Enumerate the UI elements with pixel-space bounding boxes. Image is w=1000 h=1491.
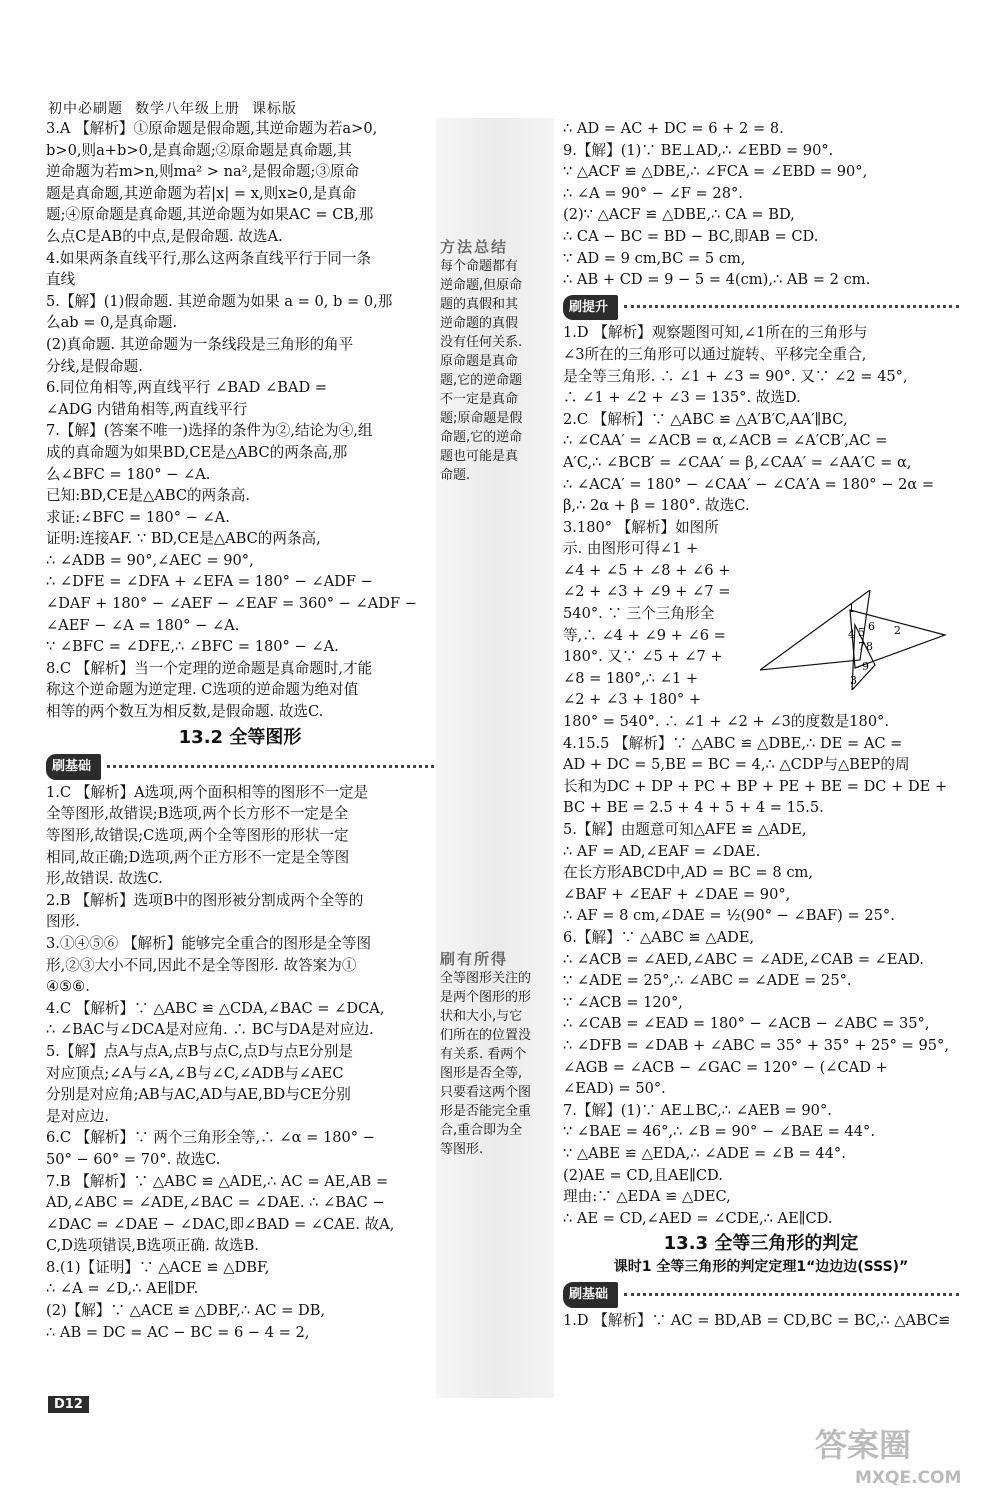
- improve-badge-row: [563, 291, 959, 323]
- answer-line: 题是真命题,其逆命题为若|x| = x,则x≥0,是真命: [46, 184, 357, 202]
- answer-line: 5.【解】(1)假命题. 其逆命题为如果 a = 0, b = 0,那: [46, 292, 393, 310]
- answer-line: ∴ AE = CD,∠AED = ∠CDE,∴ AE∥CD.: [563, 1209, 833, 1227]
- side-note-line: 题的真假和其: [440, 297, 519, 312]
- answer-line: 已知:BD,CE是△ABC的两条高.: [46, 487, 250, 505]
- answer-line: 7.【解】(答案不唯一)选择的条件为②,结论为④,组: [46, 422, 373, 440]
- answer-line: 对应顶点;∠A与∠A,∠B与∠C,∠ADB与∠AEC: [46, 1064, 344, 1082]
- answer-line: 180°. 又∵ ∠5 + ∠7 +: [563, 648, 723, 666]
- answer-line: 等图形,故错误;C选项,两个全等图形的形状一定: [46, 827, 349, 844]
- answer-line: 逆命题为若m>n,则ma² > na²,是假命题;③原命: [46, 163, 360, 181]
- answer-line: 示. 由图形可得∠1 +: [563, 540, 699, 558]
- answer-line: ∴ ∠CAB = ∠EAD = 180° − ∠ACB − ∠ABC = 35°,: [563, 1015, 930, 1033]
- answer-line: 称这个逆命题为逆定理. C选项的逆命题为绝对值: [46, 681, 359, 699]
- section-title-13-3: 13.3 全等三角形的判定: [663, 1233, 859, 1255]
- answer-line: 图形.: [46, 913, 80, 931]
- answer-line: 6.同位角相等,两直线平行 ∠BAD ∠BAD =: [46, 379, 328, 397]
- fig-label: 1: [848, 602, 855, 615]
- answer-line: 题;④原命题是真命题,其逆命题为如果AC = CB,那: [46, 206, 374, 224]
- answer-line: 3.①④⑤⑥ 【解析】能够完全重合的图形是全等图: [46, 934, 372, 952]
- answer-line: BC + BE = 2.5 + 4 + 5 + 4 = 15.5.: [563, 799, 824, 817]
- fig-label: 6: [868, 620, 875, 633]
- answer-line: β,∴ 2α + β = 180°. 故选C.: [563, 497, 750, 515]
- book-series: 初中必刷题: [48, 101, 123, 117]
- answer-line: ∴ ∠DFB = ∠DAB + ∠ABC = 35° + 35° + 25° = 95°,: [563, 1036, 949, 1054]
- answer-line: ∠EAD) = 50°.: [563, 1080, 666, 1098]
- answer-line: ∠ADG 内错角相等,两直线平行: [46, 400, 248, 418]
- answer-line: ∴ ∠1 + ∠2 + ∠3 = 135°. 故选D.: [563, 389, 801, 407]
- basic-badge-row-2: [563, 1278, 959, 1310]
- answer-line: 2.C 【解析】∵ △ABC ≌ △A′B′C,AA′∥BC,: [563, 410, 848, 428]
- side-note-line: 命题.: [440, 468, 471, 483]
- answer-line: 等,∴ ∠4 + ∠9 + ∠6 =: [563, 626, 726, 644]
- answer-line: 7.B 【解析】∵ △ABC ≌ △ADE,∴ AC = AE,AB =: [46, 1172, 389, 1190]
- answer-line: 理由:∵ △EDA ≌ △DEC,: [563, 1188, 731, 1206]
- answer-line: ∠DAC = ∠DAE − ∠DAC,即∠BAD = ∠CAE. 故A,: [46, 1215, 395, 1233]
- answer-line: (2)真命题. 其逆命题为一条线段是三角形的角平: [46, 335, 354, 353]
- answer-line: 分线,是假命题.: [46, 357, 143, 375]
- answer-line: ∴ CA − BC = BD − BC,即AB = CD.: [563, 227, 819, 245]
- answer-line: 分别是对应角;AB与AC,AD与AE,BD与CE分别: [46, 1086, 351, 1104]
- side-note-line: 每个命题都有: [440, 259, 519, 274]
- answer-line: 全等图形,故错误;B选项,两个长方形不一定是全: [46, 805, 349, 823]
- answer-line: ∠2 + ∠3 + ∠9 + ∠7 =: [563, 583, 731, 601]
- book-edition: 课标版: [252, 101, 297, 117]
- answer-line: 3.A 【解析】①原命题是假命题,其逆命题为若a>0,: [46, 120, 378, 137]
- answer-line: ∴ AF = AD,∠EAF = ∠DAE.: [563, 842, 761, 860]
- answer-line: ∠BAF + ∠EAF + ∠DAE = 90°,: [563, 885, 791, 903]
- fig-label: 5: [858, 626, 865, 639]
- side-note-method: [440, 238, 552, 485]
- answer-line: 4.如果两条直线平行,那么这两条直线平行于同一条: [46, 249, 372, 267]
- answer-line: 么点C是AB的中点,是假命题. 故选A.: [46, 227, 283, 245]
- answer-line: ∴ ∠A = 90° − ∠F = 28°.: [563, 184, 743, 202]
- answer-line: 形,②③大小不同,因此不是全等图形. 故答案为①: [46, 956, 357, 974]
- section-title-13-2: 13.2 全等图形: [178, 726, 302, 748]
- answer-line: 9.【解】(1)∵ BE⊥AD,∴ ∠EBD = 90°.: [563, 141, 834, 159]
- left-column: [46, 118, 434, 1343]
- fig-label: 8: [866, 640, 873, 653]
- side-note-line: 全等图形关注的: [440, 971, 532, 986]
- answer-line: AD + DC = 5,BE = BC = 4,∴ △CDP与△BEP的周: [563, 756, 910, 774]
- fig-label: 9: [862, 660, 869, 673]
- answer-line: 6.C 【解析】∵ 两个三角形全等,∴ ∠α = 180° −: [46, 1129, 375, 1147]
- watermark-url: MXQE.COM: [855, 1468, 962, 1488]
- answer-line: 2.B 【解析】选项B中的图形被分割成两个全等的: [46, 891, 364, 909]
- answer-line: (2)【解】∵ △ACE ≌ △DBF,∴ AC = DB,: [46, 1302, 326, 1320]
- answer-line: ∴ AB = DC = AC − BC = 6 − 4 = 2,: [46, 1323, 310, 1341]
- side-note-line: 只要看这两个图: [440, 1085, 532, 1100]
- answer-line: 求证:∠BFC = 180° − ∠A.: [46, 508, 230, 526]
- answer-line: 5.【解】由题意可知△AFE ≌ △ADE,: [563, 821, 807, 838]
- answer-line: 形,故错误. 故选C.: [46, 870, 163, 888]
- answer-line: ∴ ∠DFE = ∠DFA + ∠EFA = 180° − ∠ADF −: [46, 573, 373, 591]
- answer-line: (2)∵ △ACF ≌ △DBE,∴ CA = BD,: [563, 206, 795, 224]
- watermark-logo: 答案圈: [815, 1426, 912, 1464]
- side-note-title: 方法总结: [440, 238, 509, 256]
- answer-line: ∵ AD = 9 cm,BC = 5 cm,: [563, 249, 746, 267]
- answer-line: ∠2 + ∠3 + 180° +: [563, 691, 702, 709]
- answer-line: 180° = 540°. ∴ ∠1 + ∠2 + ∠3的度数是180°.: [563, 713, 890, 731]
- answer-line: 在长方形ABCD中,AD = BC = 8 cm,: [563, 864, 813, 882]
- answer-line: ∴ AF = 8 cm,∠DAE = ½(90° − ∠BAF) = 25°.: [563, 907, 895, 925]
- basic-badge-row: [46, 750, 434, 782]
- answer-line: 8.C 【解析】当一个定理的逆命题是真命题时,才能: [46, 659, 373, 677]
- side-note-line: 题也可能是真: [440, 449, 519, 464]
- answer-line: ∵ ∠BAE = 46°,∴ ∠B = 90° − ∠BAE = 44°.: [563, 1123, 875, 1141]
- side-note-line: 逆命题,但原命: [440, 278, 523, 293]
- badge-basic: 刷基础: [46, 754, 101, 780]
- answer-line: ∠AGB = ∠ACB − ∠GAC = 120° − (∠CAD +: [563, 1058, 888, 1076]
- answer-line: ∵ △ACF ≌ △DBE,∴ ∠FCA = ∠EBD = 90°,: [563, 163, 868, 181]
- answer-line: ∵ ∠ADE = 25°,∴ ∠ABC = ∠ADE = 25°.: [563, 972, 852, 990]
- answer-line: 5.【解】点A与点A,点B与点C,点D与点E分别是: [46, 1042, 353, 1060]
- side-note-line: 状和大小,与它: [440, 1009, 523, 1024]
- answer-line: 6.【解】∵ △ABC ≌ △ADE,: [563, 928, 755, 946]
- answer-line: 4.C 【解析】∵ △ABC ≌ △CDA,∠BAC = ∠DCA,: [46, 999, 385, 1017]
- answer-line: AD,∠ABC = ∠ADE,∠BAC = ∠DAE. ∴ ∠BAC −: [46, 1194, 385, 1212]
- answer-line: ∴ ∠A = ∠D,∴ AE∥DF.: [46, 1280, 199, 1298]
- side-note-line: 图形是否全等,: [440, 1066, 523, 1081]
- answer-line: ∵ ∠BFC = ∠DFE,∴ ∠BFC = 180° − ∠A.: [46, 638, 339, 656]
- answer-line: ④⑤⑥.: [46, 978, 90, 996]
- answer-line: ∴ ∠ACA′ = 180° − ∠CAA′ − ∠CA′A = 180° − 2α =: [563, 475, 935, 493]
- answer-line: ∠4 + ∠5 + ∠8 + ∠6 +: [563, 561, 731, 579]
- answer-line: A′C,∴ ∠BCB′ = ∠CAA′ = β,∠CAA′ = ∠AA′C = α,: [563, 453, 912, 471]
- answer-line: 相等的两个数互为相反数,是假命题. 故选C.: [46, 703, 324, 721]
- side-note-line: 不一定是真命: [440, 392, 519, 407]
- side-note-line: 有关系. 看两个: [440, 1047, 527, 1062]
- answer-line: 相同,故正确;D选项,两个正方形不一定是全等图: [46, 848, 350, 866]
- answer-line: 么ab = 0,是真命题.: [46, 314, 178, 332]
- answer-line: ∵ △ABE ≌ △EDA,∴ ∠ADE = ∠B = 44°.: [563, 1144, 846, 1162]
- answer-line: ∴ ∠ACB = ∠AED,∠ABC = ∠ADE,∠CAB = ∠EAD.: [563, 950, 924, 968]
- answer-line: b>0,则a+b>0,是真命题;②原命题是真命题,其: [46, 141, 352, 159]
- answer-line: (2)AE = CD,且AE∥CD.: [563, 1166, 723, 1184]
- right-column: [563, 118, 959, 1332]
- side-note-line: 等图形.: [440, 1142, 484, 1157]
- page-header: [48, 98, 309, 118]
- side-note-line: 是两个图形的形: [440, 990, 532, 1005]
- page-number: D12: [48, 1396, 89, 1413]
- side-note-line: 命题,它的逆命: [440, 430, 523, 445]
- lesson-title: 课时1 全等三角形的判定定理1“边边边(SSS)”: [613, 1258, 909, 1275]
- answer-line: C,D选项错误,B选项正确. 故选B.: [46, 1237, 259, 1255]
- side-note-line: 逆命题的真假: [440, 316, 519, 331]
- answer-line: ∵ ∠ACB = 120°,: [563, 993, 683, 1011]
- fig-label: 7: [858, 640, 865, 653]
- answer-line: ∴ ∠BAC与∠DCA是对应角. ∴ BC与DA是对应边.: [46, 1021, 374, 1039]
- answer-line: ∠DAF + 180° − ∠AEF − ∠EAF = 360° − ∠ADF −: [46, 595, 417, 613]
- side-note-line: 题;原命题是假: [440, 411, 523, 426]
- fig-label: 4: [848, 628, 855, 641]
- answer-line: 1.C 【解析】A选项,两个面积相等的图形不一定是: [46, 783, 369, 801]
- side-note-line: 原命题是真命: [440, 354, 519, 369]
- answer-line: 么∠BFC = 180° − ∠A.: [46, 465, 211, 483]
- answer-line: 证明:连接AF. ∵ BD,CE是△ABC的两条高,: [46, 530, 321, 548]
- answer-line: 直线: [46, 271, 76, 289]
- side-note-gain: [440, 950, 552, 1159]
- badge-improve: 刷提升: [563, 295, 618, 321]
- side-note-line: 形是否能完全重: [440, 1104, 532, 1119]
- side-note-title: 刷有所得: [440, 950, 509, 968]
- book-title: 数学八年级上册: [135, 101, 240, 117]
- answer-line: ∠AEF − ∠A = 180° − ∠A.: [46, 616, 240, 634]
- answer-line: ∠3所在的三角形可以通过旋转、平移完全重合,: [563, 345, 867, 363]
- answer-line: 4.15.5 【解析】∵ △ABC ≌ △DBE,∴ DE = AC =: [563, 734, 903, 752]
- answer-line: 是对应边.: [46, 1107, 110, 1125]
- fig-label: 2: [894, 624, 901, 637]
- side-note-line: 们所在的位置没: [440, 1028, 532, 1043]
- answer-line: 540°. ∵ 三个三角形全: [563, 605, 715, 623]
- side-note-line: 合,重合即为全: [440, 1123, 523, 1138]
- answer-line: ∴ AD = AC + DC = 6 + 2 = 8.: [563, 120, 784, 137]
- side-note-line: 没有任何关系.: [440, 335, 523, 350]
- answer-line: 成的真命题为如果BD,CE是△ABC的两条高,那: [46, 443, 348, 461]
- badge-basic-2: 刷基础: [563, 1282, 618, 1308]
- answer-line: 是全等三角形. ∴ ∠1 + ∠3 = 90°. 又∵ ∠2 = 45°,: [563, 367, 908, 385]
- answer-line: 7.【解】(1)∵ AE⊥BC,∴ ∠AEB = 90°.: [563, 1101, 832, 1119]
- fig-label: 3: [850, 674, 857, 687]
- answer-line: 50° − 60° = 70°. 故选C.: [46, 1150, 221, 1168]
- answer-line: 长和为DC + DP + PC + BP + PE + BE = DC + DE +: [563, 777, 948, 795]
- answer-line: ∴ AB + CD = 9 − 5 = 4(cm),∴ AB = 2 cm.: [563, 271, 871, 289]
- answer-line: 1.D 【解析】观察题图可知,∠1所在的三角形与: [563, 324, 868, 342]
- triangles-figure: [760, 590, 950, 690]
- answer-line: ∴ ∠ADB = 90°,∠AEC = 90°,: [46, 551, 254, 569]
- answer-line: 8.(1)【证明】∵ △ACE ≌ △DBF,: [46, 1258, 270, 1276]
- answer-line: 3.180° 【解析】如图所: [563, 518, 719, 536]
- answer-line: ∠8 = 180°,∴ ∠1 +: [563, 669, 699, 687]
- answer-line: ∴ ∠CAA′ = ∠ACB = α,∠ACB = ∠A′CB′,AC =: [563, 432, 888, 450]
- answer-line: 1.D 【解析】∵ AC = BD,AB = CD,BC = BC,∴ △ABC≌: [563, 1312, 951, 1330]
- side-note-line: 题,它的逆命题: [440, 373, 523, 388]
